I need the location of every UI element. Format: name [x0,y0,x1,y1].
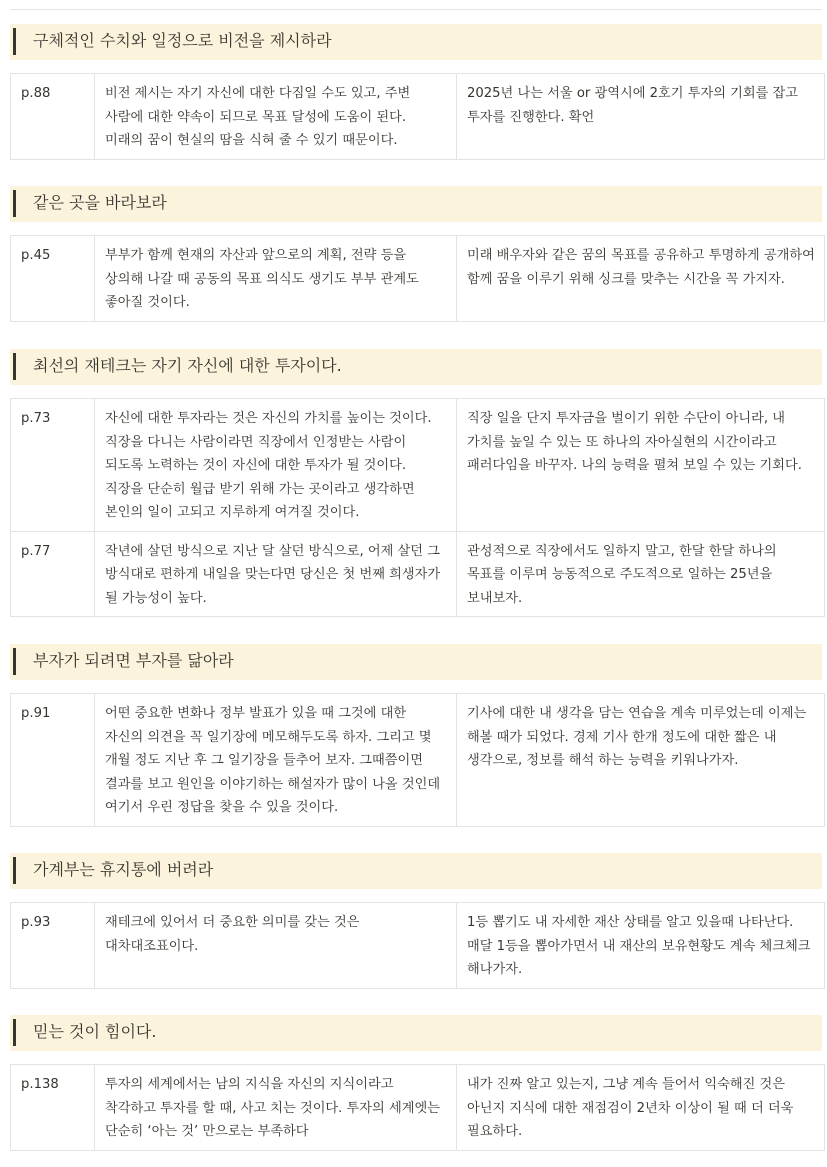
heading-quote-bar [13,353,16,380]
quote-table [10,693,825,827]
page-number: p.93 [11,903,95,989]
heading-quote-bar [13,190,16,217]
quote-table [10,1064,825,1151]
heading-quote-bar [13,28,16,55]
my-note: 1등 뽑기도 내 자세한 재산 상태를 알고 있을때 나타난다. 매달 1등을 뽑아가면서 내 재산의 보유현황도 계속 체크체크 해나가자. [457,903,825,989]
table-row [11,694,825,827]
heading-text: 구체적인 수치와 일정으로 비전을 제시하라 [33,31,332,50]
my-note: 기사에 대한 내 생각을 담는 연습을 계속 미루었는데 이제는 해볼 때가 되었다. 경제 기사 한개 정도에 대한 짧은 내 생각으로, 정보를 해석 하는 능력을 키워나가자. [457,694,825,827]
section-heading [10,1015,822,1051]
section-heading [10,644,822,680]
book-quote: 작년에 살던 방식으로 지난 달 살던 방식으로, 어제 살던 그 방식대로 편하게 내일을 맞는다면 당신은 첫 번째 희생자가 될 가능성이 높다. [95,531,457,617]
book-quote: 부부가 함께 현재의 자산과 앞으로의 계획, 전략 등을 상의해 나갈 때 공동의 목표 의식도 생기도 부부 관계도 좋아질 것이다. [95,236,457,322]
quote-table [10,235,825,322]
table-row [11,399,825,532]
heading-text: 같은 곳을 바라보라 [33,193,167,212]
heading-quote-bar [13,1019,16,1046]
book-quote: 비전 제시는 자기 자신에 대한 다짐일 수도 있고, 주변 사람에 대한 약속이 되므로 목표 달성에 도움이 된다. 미래의 꿈이 현실의 땀을 식혀 줄 수 있기 때문이다. [95,74,457,160]
heading-text: 부자가 되려면 부자를 닮아라 [33,651,234,670]
heading-quote-bar [13,857,16,884]
page-number: p.88 [11,74,95,160]
book-quote: 투자의 세계에서는 남의 지식을 자신의 지식이라고 착각하고 투자를 할 때, 사고 치는 것이다. 투자의 세계엣는 단순히 ‘아는 것’ 만으로는 부족하다 [95,1065,457,1151]
table-row [11,1065,825,1151]
table-row [11,74,825,160]
section-heading [10,349,822,385]
page-number: p.91 [11,694,95,827]
section-heading [10,24,822,60]
heading-quote-bar [13,648,16,675]
quote-table [10,73,825,160]
quote-table [10,902,825,989]
table-row [11,531,825,617]
my-note: 2025년 나는 서울 or 광역시에 2호기 투자의 기회를 잡고 투자를 진행한다. 확언 [457,74,825,160]
my-note: 미래 배우자와 같은 꿈의 목표를 공유하고 투명하게 공개하여 함께 꿈을 이루기 위해 싱크를 맞추는 시간을 꼭 가지자. [457,236,825,322]
book-quote: 자신에 대한 투자라는 것은 자신의 가치를 높이는 것이다. 직장을 다니는 사람이라면 직장에서 인정받는 사람이 되도록 노력하는 것이 자신에 대한 투자가 될 것이다. 직장을 단순히 월급 받기 위해 가는 곳이라고 생각하면 본인의 일이 고되고 지루하게 여겨질 것이다. [95,399,457,532]
book-quote: 재테크에 있어서 더 중요한 의미를 갖는 것은 대차대조표이다. [95,903,457,989]
section-heading [10,853,822,889]
quote-table [10,398,825,617]
book-quote: 어떤 중요한 변화나 정부 발표가 있을 때 그것에 대한 자신의 의견을 꼭 일기장에 메모해두도록 하자. 그리고 몇 개월 정도 지난 후 그 일기장을 들추어 보자. 그때쯤이면 결과를 보고 원인을 이야기하는 해설자가 많이 나올 것인데 여기서 우린 정답을 찾을 수 있을 것이다. [95,694,457,827]
section-heading [10,186,822,222]
table-row [11,236,825,322]
page-number: p.73 [11,399,95,532]
my-note: 내가 진짜 알고 있는지, 그냥 계속 들어서 익숙해진 것은 아닌지 지식에 대한 재점검이 2년차 이상이 될 때 더 더욱 필요하다. [457,1065,825,1151]
my-note: 관성적으로 직장에서도 일하지 말고, 한달 한달 하나의 목표를 이루며 능동적으로 주도적으로 일하는 25년을 보내보자. [457,531,825,617]
top-divider [10,9,822,10]
my-note: 직장 일을 단지 투자금을 벌이기 위한 수단이 아니라, 내 가치를 높일 수 있는 또 하나의 자아실현의 시간이라고 패러다임을 바꾸자. 나의 능력을 펼쳐 보일 수 있는 기회다. [457,399,825,532]
page-number: p.138 [11,1065,95,1151]
heading-text: 최선의 재테크는 자기 자신에 대한 투자이다. [33,356,342,375]
page-number: p.45 [11,236,95,322]
heading-text: 믿는 것이 힘이다. [33,1022,157,1041]
page-number: p.77 [11,531,95,617]
heading-text: 가계부는 휴지통에 버려라 [33,860,214,879]
table-row [11,903,825,989]
